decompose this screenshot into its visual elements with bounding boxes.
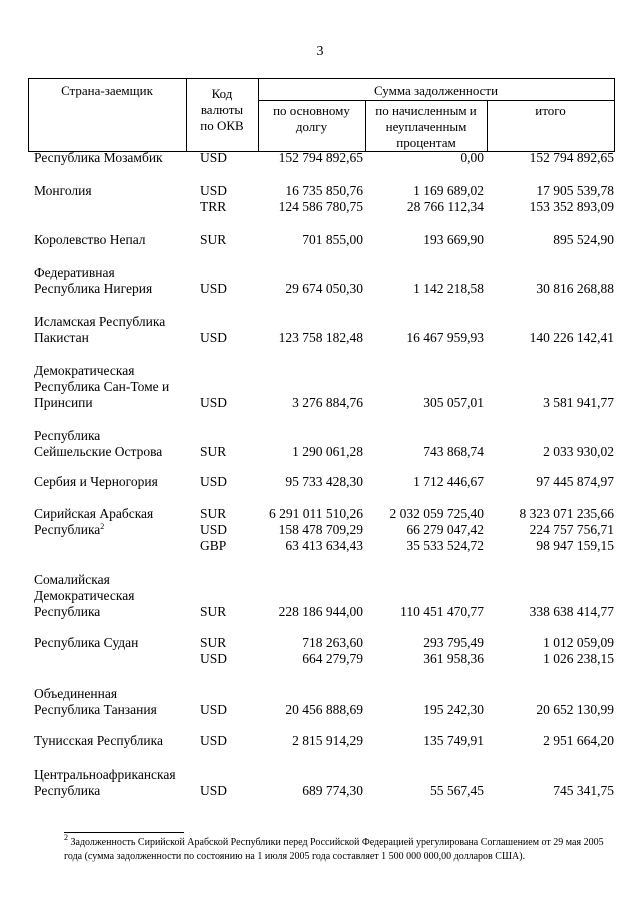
currency-code-column — [200, 635, 240, 667]
currency-code-column — [200, 330, 240, 346]
interest-amount-column — [370, 183, 484, 215]
principal-amount: 701 855,00 — [302, 232, 363, 247]
principal-amount: 2 815 914,29 — [292, 733, 363, 748]
interest-amount: 1 169 689,02 — [413, 183, 484, 198]
footnote — [64, 833, 624, 864]
currency-code-column — [200, 150, 240, 166]
total-amount: 97 445 874,97 — [536, 474, 614, 489]
currency-code-column — [200, 783, 240, 799]
interest-amount-column — [370, 232, 484, 248]
interest-amount-column — [370, 395, 484, 411]
country-name — [34, 232, 194, 248]
country-name-line: Республика Танзания — [34, 702, 157, 717]
interest-amount-column — [370, 281, 484, 297]
header-currency-line: по ОКВ — [200, 118, 244, 133]
total-amount-column — [490, 474, 614, 490]
currency-code: SUR — [200, 444, 227, 459]
interest-amount: 28 766 112,34 — [406, 199, 484, 214]
total-amount-column — [490, 604, 614, 620]
header-currency-line: Код — [211, 86, 233, 101]
total-amount: 17 905 539,78 — [536, 183, 614, 198]
principal-amount: 63 413 634,43 — [285, 538, 363, 553]
total-amount: 1 012 059,09 — [543, 635, 614, 650]
currency-code-column — [200, 506, 240, 554]
interest-amount: 35 533 524,72 — [406, 538, 484, 553]
country-name-line: Исламская Республика — [34, 314, 166, 329]
header-country: Страна-заемщик — [61, 83, 153, 98]
currency-code-column — [200, 604, 240, 620]
total-amount: 2 951 664,20 — [543, 733, 614, 748]
footnote-reference: 2 — [100, 522, 105, 531]
country-name-line: Центральноафриканская — [34, 767, 176, 782]
principal-amount: 228 186 944,00 — [278, 604, 363, 619]
currency-code-column — [200, 232, 240, 248]
footnote-divider — [64, 832, 184, 833]
currency-code-column — [200, 395, 240, 411]
total-amount-column — [490, 506, 614, 554]
total-amount: 30 816 268,88 — [536, 281, 614, 296]
currency-code: SUR — [200, 506, 227, 521]
header-interest-line: неуплаченным — [385, 119, 467, 134]
currency-code: USD — [200, 522, 228, 537]
total-amount-column — [490, 635, 614, 667]
country-name-line: Федеративная — [34, 265, 115, 280]
total-amount: 152 794 892,65 — [529, 150, 614, 165]
principal-amount-column — [240, 635, 363, 667]
total-amount: 140 226 142,41 — [529, 330, 614, 345]
country-name-line: Республика — [34, 604, 101, 619]
country-name — [34, 506, 194, 538]
currency-code: USD — [200, 783, 228, 798]
currency-code: TRR — [200, 199, 227, 214]
country-name-line: Демократическая — [34, 363, 135, 378]
country-name-line — [34, 522, 194, 538]
interest-amount: 66 279 047,42 — [406, 522, 484, 537]
interest-amount: 305 057,01 — [423, 395, 484, 410]
principal-amount-column — [240, 281, 363, 297]
interest-amount-column — [370, 783, 484, 799]
interest-amount-column — [370, 330, 484, 346]
principal-amount: 689 774,30 — [302, 783, 363, 798]
currency-code-column — [200, 474, 240, 490]
principal-amount: 664 279,79 — [302, 651, 363, 666]
interest-amount-column — [370, 506, 484, 554]
country-name-line: Королевство Непал — [34, 232, 146, 247]
interest-amount: 2 032 059 725,40 — [389, 506, 484, 521]
country-name-line: Сомалийская — [34, 572, 110, 587]
currency-code: GBP — [200, 538, 227, 553]
country-name-line: Сейшельские Острова — [34, 444, 163, 459]
principal-amount: 718 263,60 — [302, 635, 363, 650]
currency-code-column — [200, 183, 240, 215]
total-amount: 2 033 930,02 — [543, 444, 614, 459]
principal-amount: 16 735 850,76 — [285, 183, 363, 198]
country-name-line: Республика Нигерия — [34, 281, 153, 296]
footnote-text: Задолженность Сирийской Арабской Республики перед Российской Федерацией урегулирована Соглашением от 29 мая 2005 года (сумма задолженности по состоянию на 1 июля 2005 года составляет 1 500 000 000,00 долларов США). — [64, 837, 604, 862]
currency-code: USD — [200, 330, 228, 345]
currency-code: USD — [200, 281, 228, 296]
interest-amount: 1 142 218,58 — [413, 281, 484, 296]
principal-amount-column — [240, 444, 363, 460]
principal-amount-column — [240, 395, 363, 411]
country-name — [34, 363, 194, 411]
country-name-line: Монголия — [34, 183, 92, 198]
interest-amount: 193 669,90 — [423, 232, 484, 247]
interest-amount-column — [370, 474, 484, 490]
currency-code: USD — [200, 651, 228, 666]
country-name — [34, 314, 194, 346]
currency-code: SUR — [200, 604, 227, 619]
country-name-line: Республика Мозамбик — [34, 150, 163, 165]
country-name-line: Принсипи — [34, 395, 93, 410]
interest-amount: 0,00 — [460, 150, 484, 165]
total-amount: 3 581 941,77 — [543, 395, 614, 410]
principal-amount: 152 794 892,65 — [278, 150, 363, 165]
total-amount-column — [490, 444, 614, 460]
country-name — [34, 150, 194, 166]
country-name — [34, 686, 194, 718]
currency-code: USD — [200, 183, 228, 198]
total-amount: 1 026 238,15 — [543, 651, 614, 666]
principal-amount-column — [240, 783, 363, 799]
country-name — [34, 572, 194, 620]
country-name-line: Тунисская Республика — [34, 733, 163, 748]
total-amount-column — [490, 183, 614, 215]
country-name — [34, 183, 194, 199]
principal-amount: 29 674 050,30 — [285, 281, 363, 296]
principal-amount: 1 290 061,28 — [292, 444, 363, 459]
total-amount-column — [490, 150, 614, 166]
interest-amount-column — [370, 150, 484, 166]
interest-amount-column — [370, 635, 484, 667]
principal-amount: 3 276 884,76 — [292, 395, 363, 410]
principal-amount-column — [240, 330, 363, 346]
country-name — [34, 767, 194, 799]
country-name-line: Сербия и Черногория — [34, 474, 158, 489]
interest-amount: 195 242,30 — [423, 702, 484, 717]
principal-amount-column — [240, 702, 363, 718]
header-interest — [365, 103, 487, 151]
country-name-line: Республика Сан-Томе и — [34, 379, 170, 394]
principal-amount: 20 456 888,69 — [285, 702, 363, 717]
currency-code-column — [200, 702, 240, 718]
principal-amount-column — [240, 506, 363, 554]
header-debt-sum: Сумма задолженности — [373, 83, 499, 98]
total-amount: 338 638 414,77 — [529, 604, 614, 619]
principal-amount: 124 586 780,75 — [278, 199, 363, 214]
country-name — [34, 265, 194, 297]
header-principal-line: долгу — [295, 119, 328, 134]
country-name — [34, 635, 194, 651]
country-name — [34, 733, 194, 749]
total-amount: 153 352 893,09 — [529, 199, 614, 214]
principal-amount-column — [240, 232, 363, 248]
country-name-line: Республика — [34, 428, 101, 443]
header-total: итого — [535, 103, 566, 118]
country-name-line: Республика — [34, 783, 101, 798]
interest-amount: 16 467 959,93 — [406, 330, 484, 345]
country-name-line: Республика Судан — [34, 635, 139, 650]
currency-code: USD — [200, 733, 228, 748]
currency-code: USD — [200, 702, 228, 717]
total-amount-column — [490, 232, 614, 248]
interest-amount: 135 749,91 — [423, 733, 484, 748]
interest-amount-column — [370, 444, 484, 460]
interest-amount: 361 958,36 — [423, 651, 484, 666]
total-amount: 895 524,90 — [553, 232, 614, 247]
currency-code: SUR — [200, 635, 227, 650]
currency-code: USD — [200, 395, 228, 410]
principal-amount: 95 733 428,30 — [285, 474, 363, 489]
total-amount-column — [490, 783, 614, 799]
principal-amount: 123 758 182,48 — [278, 330, 363, 345]
total-amount: 98 947 159,15 — [536, 538, 614, 553]
interest-amount-column — [370, 733, 484, 749]
principal-amount-column — [240, 150, 363, 166]
country-name — [34, 428, 194, 460]
principal-amount-column — [240, 733, 363, 749]
country-name — [34, 474, 194, 490]
header-principal — [258, 103, 365, 135]
total-amount-column — [490, 330, 614, 346]
principal-amount: 6 291 011 510,26 — [269, 506, 363, 521]
principal-amount-column — [240, 604, 363, 620]
header-principal-line: по основному — [273, 103, 350, 118]
footnote-marker: 2 — [64, 833, 68, 842]
interest-amount: 55 567,45 — [430, 783, 484, 798]
country-name-line: Объединенная — [34, 686, 118, 701]
principal-amount-column — [240, 183, 363, 215]
total-amount-column — [490, 702, 614, 718]
currency-code: SUR — [200, 232, 227, 247]
country-name-line: Демократическая — [34, 588, 135, 603]
currency-code: USD — [200, 150, 228, 165]
principal-amount: 158 478 709,29 — [278, 522, 363, 537]
interest-amount-column — [370, 702, 484, 718]
total-amount-column — [490, 281, 614, 297]
principal-amount-column — [240, 474, 363, 490]
interest-amount-column — [370, 604, 484, 620]
total-amount-column — [490, 733, 614, 749]
country-name-text: Республика — [34, 522, 101, 537]
interest-amount: 110 451 470,77 — [400, 604, 484, 619]
total-amount: 20 652 130,99 — [536, 702, 614, 717]
currency-code-column — [200, 733, 240, 749]
page-number: 3 — [316, 44, 324, 59]
header-interest-line: процентам — [396, 135, 456, 150]
total-amount: 224 757 756,71 — [529, 522, 614, 537]
header-currency-line: валюты — [200, 102, 244, 117]
currency-code-column — [200, 281, 240, 297]
interest-amount: 293 795,49 — [423, 635, 484, 650]
total-amount: 745 341,75 — [553, 783, 614, 798]
total-amount-column — [490, 395, 614, 411]
header-currency-code — [186, 86, 258, 134]
header-interest-line: по начисленным и — [375, 103, 477, 118]
currency-code-column — [200, 444, 240, 460]
currency-code: USD — [200, 474, 228, 489]
interest-amount: 1 712 446,67 — [413, 474, 484, 489]
total-amount: 8 323 071 235,66 — [519, 506, 614, 521]
country-name-line: Сирийская Арабская — [34, 506, 154, 521]
country-name-line: Пакистан — [34, 330, 89, 345]
interest-amount: 743 868,74 — [423, 444, 484, 459]
